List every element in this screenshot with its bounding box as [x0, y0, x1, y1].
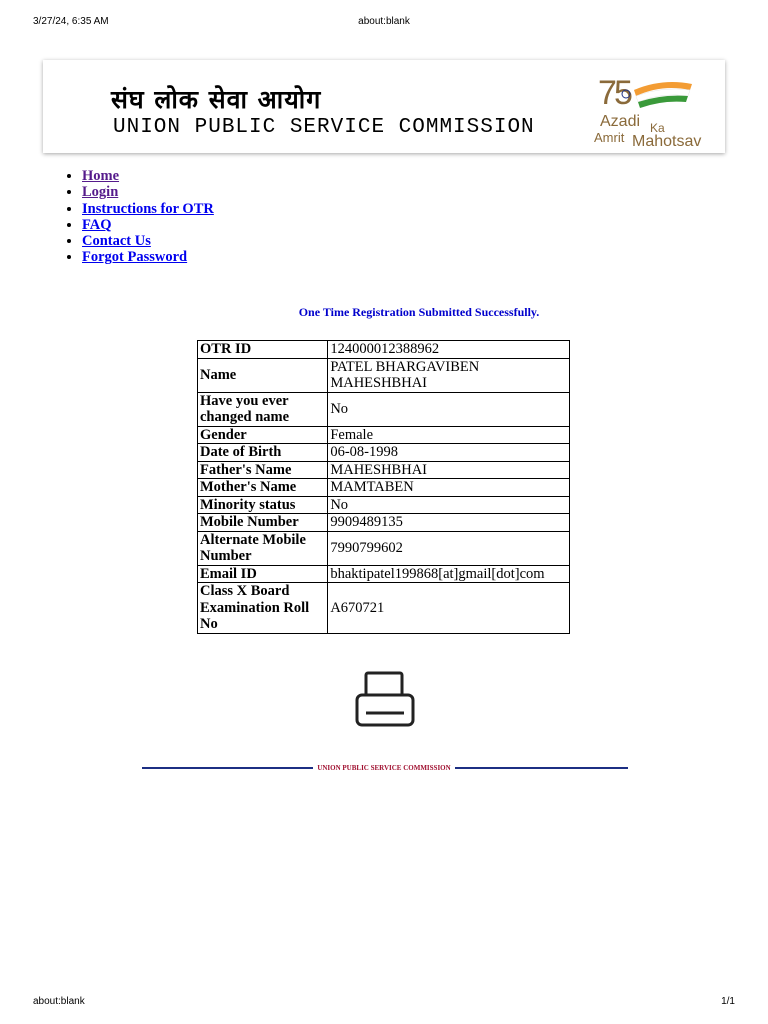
- row-label-gender: Gender: [198, 426, 328, 444]
- print-page-number: 1/1: [721, 996, 735, 1007]
- svg-text:7: 7: [598, 74, 617, 112]
- print-footer-url: about:blank: [33, 996, 85, 1007]
- nav-item-home: [82, 168, 214, 184]
- row-value-gender: Female: [328, 426, 570, 444]
- upsc-banner: [43, 60, 725, 153]
- azadi-ka-amrit-mahotsav-logo: [592, 68, 722, 148]
- logo-azadi: Azadi: [600, 113, 641, 130]
- footer-text: [0, 764, 768, 772]
- row-value-roll-no: A670721: [328, 583, 570, 634]
- main-navigation: [62, 168, 214, 266]
- nav-link-faq[interactable]: FAQ: [82, 216, 112, 233]
- nav-link-login[interactable]: Login: [82, 184, 119, 201]
- table-row: [198, 496, 570, 514]
- logo-mahotsav: Mahotsav: [632, 133, 702, 148]
- table-row: [198, 358, 570, 392]
- row-label-dob: Date of Birth: [198, 444, 328, 462]
- success-message: One Time Registration Submitted Successfully.: [298, 305, 540, 319]
- nav-item-contact: [82, 233, 214, 249]
- nav-link-instructions[interactable]: Instructions for OTR: [82, 200, 214, 217]
- footer-label: UNION PUBLIC SERVICE COMMISSION: [313, 764, 454, 772]
- english-title: UNION PUBLIC SERVICE COMMISSION: [113, 116, 535, 139]
- row-label-alt-mobile: Alternate Mobile Number: [198, 531, 328, 565]
- row-value-email: bhaktipatel199868[at]gmail[dot]com: [328, 565, 570, 583]
- row-label-minority: Minority status: [198, 496, 328, 514]
- row-label-email: Email ID: [198, 565, 328, 583]
- row-label-name: Name: [198, 358, 328, 392]
- logo-amrit: Amrit: [594, 130, 625, 145]
- nav-item-instructions: [82, 201, 214, 217]
- row-value-name: PATEL BHARGAVIBEN MAHESHBHAI: [328, 358, 570, 392]
- table-row: [198, 426, 570, 444]
- table-row: [198, 341, 570, 359]
- otr-details-table: [197, 340, 570, 634]
- logo-ka: Ka: [650, 121, 665, 135]
- row-label-otr-id: OTR ID: [198, 341, 328, 359]
- row-label-mobile: Mobile Number: [198, 514, 328, 532]
- nav-item-forgot-password: [82, 249, 214, 265]
- row-value-alt-mobile: 7990799602: [328, 531, 570, 565]
- table-row: [198, 479, 570, 497]
- print-datetime: 3/27/24, 6:35 AM: [33, 16, 109, 27]
- row-label-roll-no: Class X Board Examination Roll No: [198, 583, 328, 634]
- row-label-changed-name: Have you ever changed name: [198, 392, 328, 426]
- table-row: [198, 461, 570, 479]
- row-label-fathers-name: Father's Name: [198, 461, 328, 479]
- row-label-mothers-name: Mother's Name: [198, 479, 328, 497]
- row-value-fathers-name: MAHESHBHAI: [328, 461, 570, 479]
- table-row: [198, 531, 570, 565]
- hindi-title: संघ लोक सेवा आयोग: [111, 85, 322, 114]
- print-page-title: about:blank: [358, 16, 410, 27]
- row-value-mobile: 9909489135: [328, 514, 570, 532]
- row-value-changed-name: No: [328, 392, 570, 426]
- print-header: [33, 16, 735, 30]
- row-value-dob: 06-08-1998: [328, 444, 570, 462]
- nav-item-login: [82, 184, 214, 200]
- nav-item-faq: [82, 217, 214, 233]
- table-row: [198, 583, 570, 634]
- row-value-minority: No: [328, 496, 570, 514]
- nav-link-home[interactable]: Home: [82, 168, 120, 184]
- table-row: [198, 392, 570, 426]
- row-value-mothers-name: MAMTABEN: [328, 479, 570, 497]
- row-value-otr-id: 124000012388962: [328, 341, 570, 359]
- printer-icon[interactable]: [354, 670, 416, 730]
- nav-link-forgot-password[interactable]: Forgot Password: [82, 249, 188, 266]
- table-row: [198, 514, 570, 532]
- svg-text:5: 5: [614, 74, 633, 112]
- nav-link-contact[interactable]: Contact Us: [82, 233, 151, 250]
- table-row: [198, 565, 570, 583]
- print-footer: [33, 996, 735, 1010]
- table-row: [198, 444, 570, 462]
